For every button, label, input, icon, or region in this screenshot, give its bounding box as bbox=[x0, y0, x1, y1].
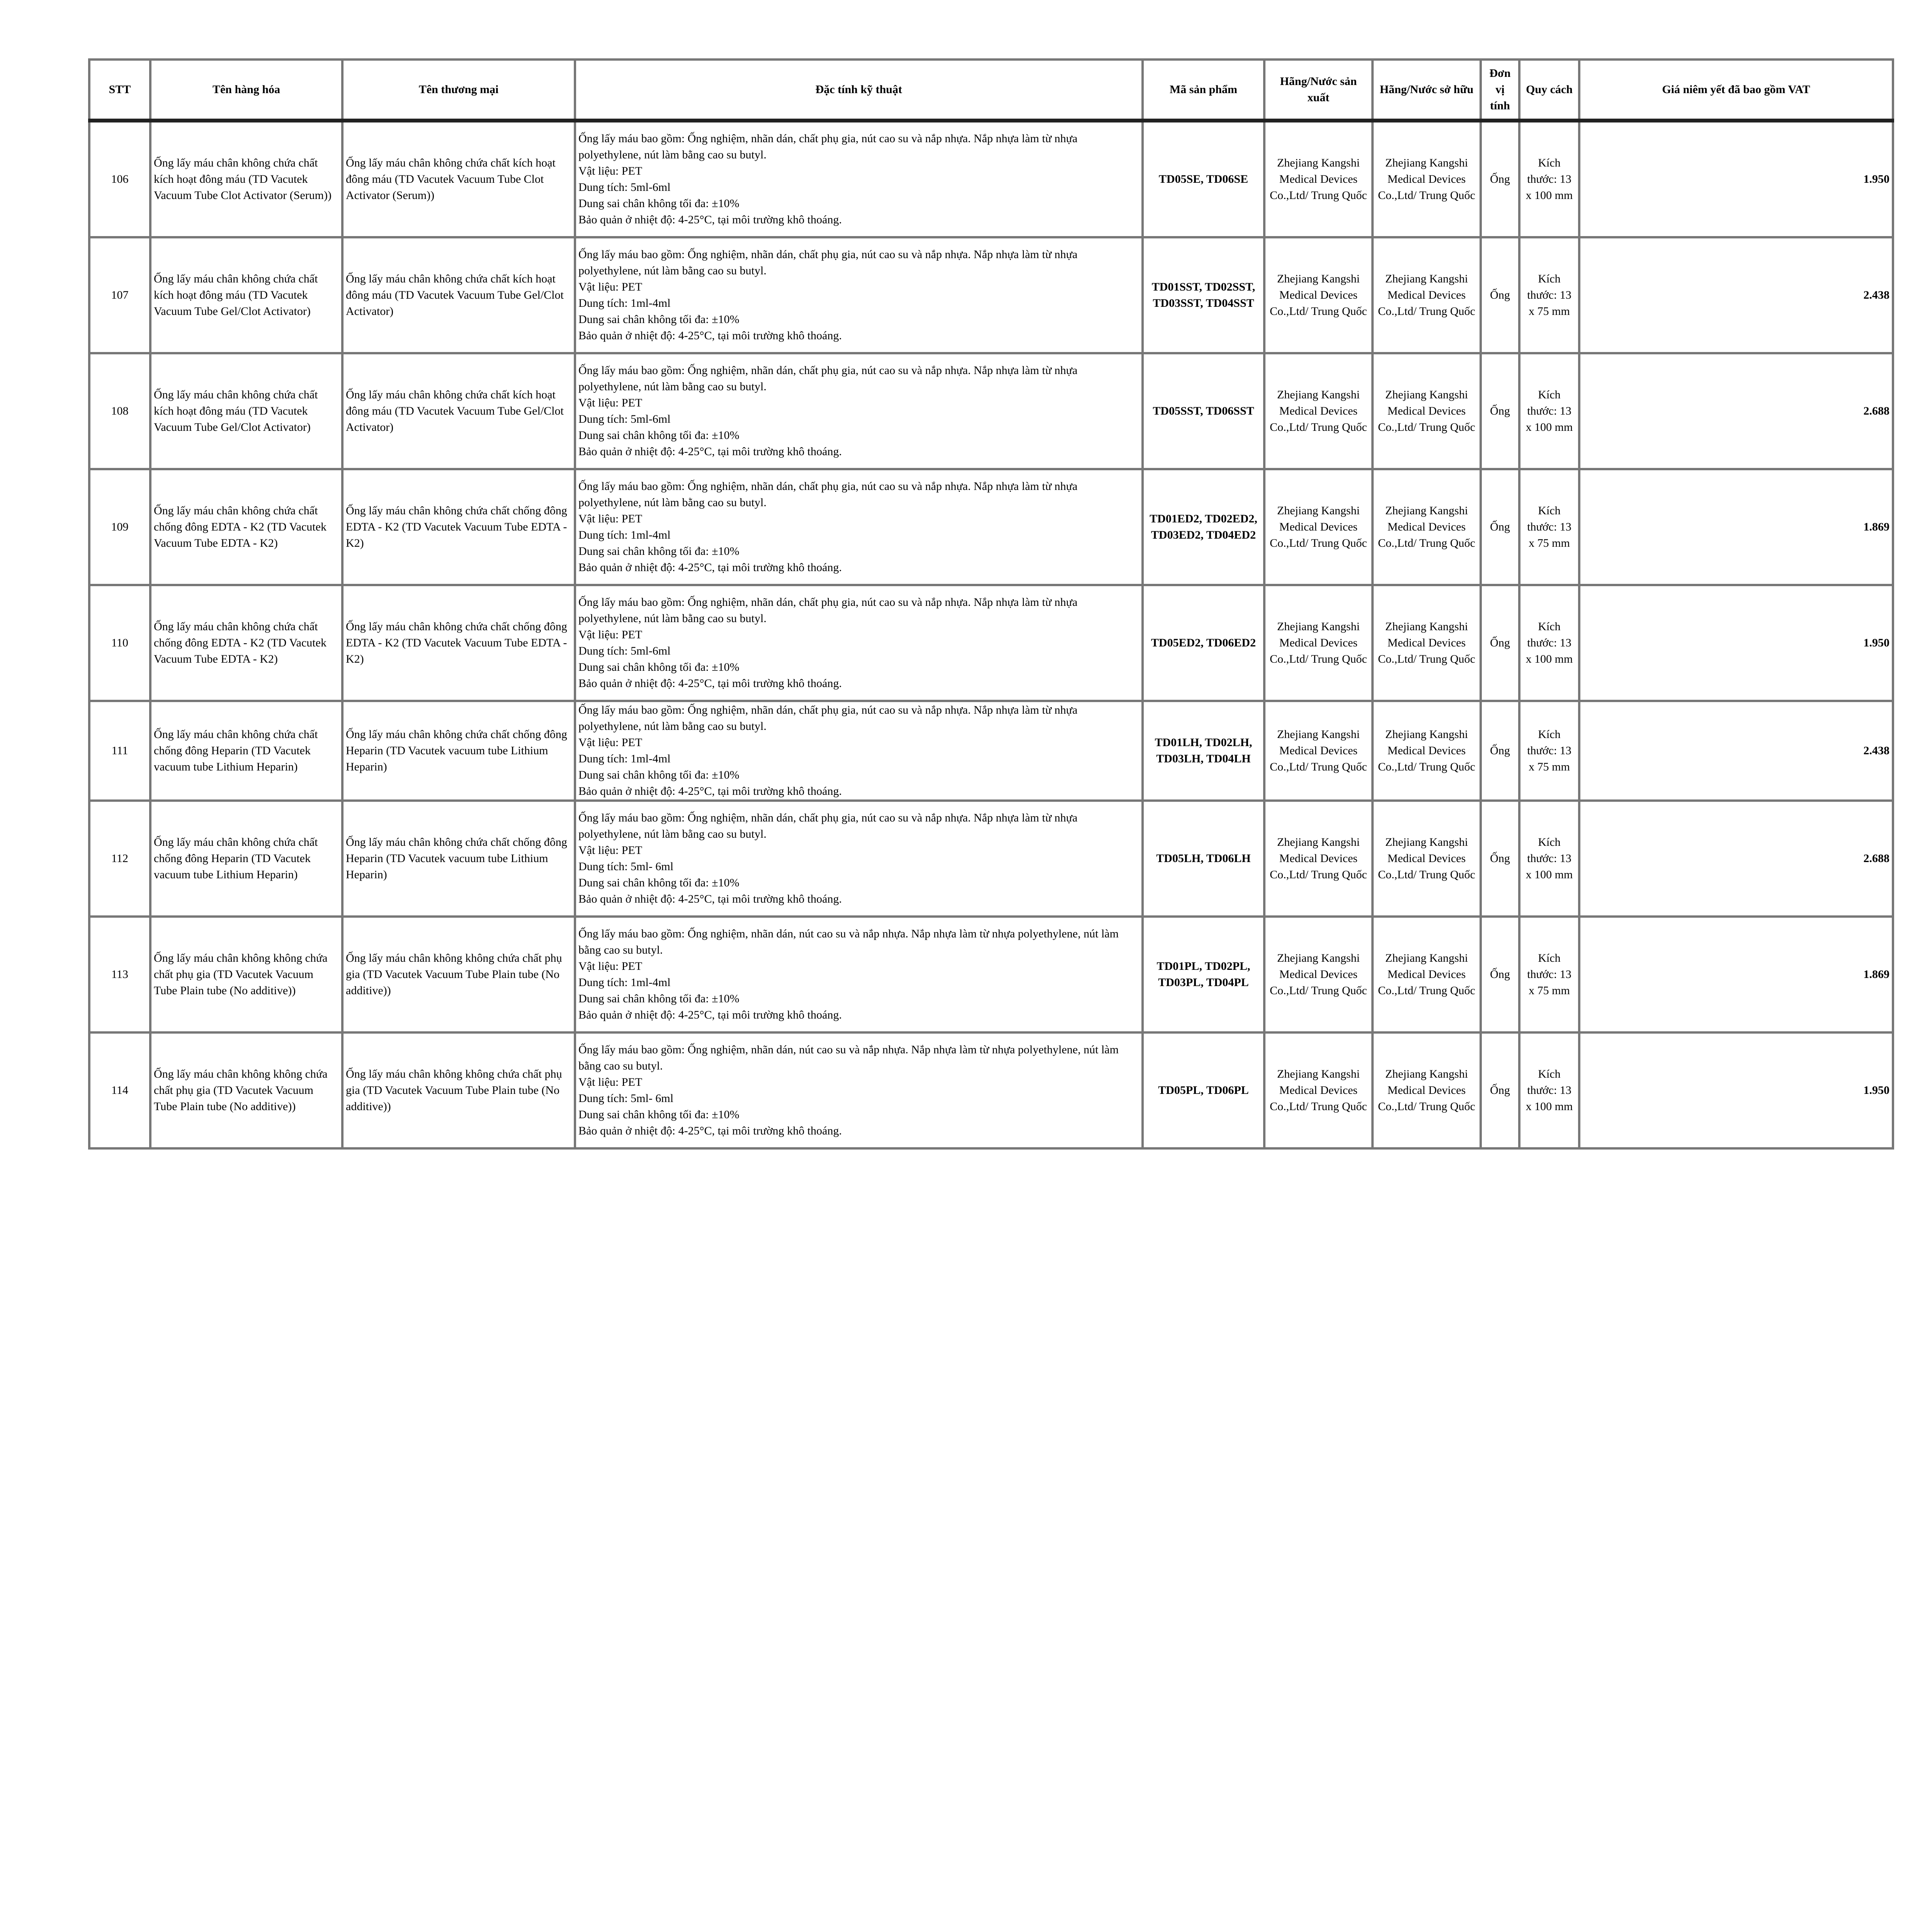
spec-line: Bảo quản ở nhiệt độ: 4-25°C, tại môi trường khô thoáng. bbox=[578, 329, 842, 342]
cell-product-name: Ống lấy máu chân không chứa chất kích hoạt đông máu (TD Vacutek Vacuum Tube Gel/Clot Activator) bbox=[150, 237, 342, 353]
cell-manufacturer: Zhejiang Kangshi Medical Devices Co.,Ltd/ Trung Quốc bbox=[1264, 237, 1372, 353]
spec-line: Bảo quản ở nhiệt độ: 4-25°C, tại môi trường khô thoáng. bbox=[578, 1009, 842, 1021]
cell-manufacturer: Zhejiang Kangshi Medical Devices Co.,Ltd/ Trung Quốc bbox=[1264, 801, 1372, 917]
cell-manufacturer: Zhejiang Kangshi Medical Devices Co.,Ltd/ Trung Quốc bbox=[1264, 353, 1372, 469]
table-row bbox=[89, 353, 1893, 469]
cell-product-name: Ống lấy máu chân không chứa chất kích hoạt đông máu (TD Vacutek Vacuum Tube Gel/Clot Activator) bbox=[150, 353, 342, 469]
spec-line: Vật liệu: PET bbox=[578, 736, 642, 749]
price-table bbox=[88, 58, 1894, 1150]
table-row bbox=[89, 801, 1893, 917]
cell-trade-name: Ống lấy máu chân không chứa chất chống đông EDTA - K2 (TD Vacutek Vacuum Tube EDTA - K2) bbox=[342, 469, 575, 585]
spec-line: Dung tích: 5ml- 6ml bbox=[578, 860, 673, 873]
cell-spec bbox=[575, 801, 1143, 917]
cell-owner: Zhejiang Kangshi Medical Devices Co.,Ltd/ Trung Quốc bbox=[1372, 237, 1481, 353]
spec-line: Ống lấy máu bao gồm: Ống nghiệm, nhãn dán, chất phụ gia, nút cao su và nắp nhựa. Nắp nhựa làm từ nhựa bbox=[578, 704, 1078, 716]
spec-line: Bảo quản ở nhiệt độ: 4-25°C, tại môi trường khô thoáng. bbox=[578, 1124, 842, 1137]
cell-unit: Ống bbox=[1481, 701, 1519, 801]
table-row bbox=[89, 917, 1893, 1032]
cell-unit: Ống bbox=[1481, 801, 1519, 917]
cell-stt: 106 bbox=[89, 121, 150, 237]
cell-code: TD05LH, TD06LH bbox=[1143, 801, 1264, 917]
header-unit: Đơn vị tính bbox=[1481, 60, 1519, 121]
cell-price: 2.688 bbox=[1579, 353, 1893, 469]
spec-line: Vật liệu: PET bbox=[578, 396, 642, 409]
spec-line: Vật liệu: PET bbox=[578, 165, 642, 177]
cell-packing: Kích thước: 13 x 100 mm bbox=[1519, 1032, 1579, 1148]
cell-code: TD05PL, TD06PL bbox=[1143, 1032, 1264, 1148]
cell-product-name: Ống lấy máu chân không chứa chất chống đông EDTA - K2 (TD Vacutek Vacuum Tube EDTA - K2) bbox=[150, 585, 342, 701]
spec-line: Vật liệu: PET bbox=[578, 628, 642, 641]
spec-line: Dung sai chân không tối đa: ±10% bbox=[578, 661, 740, 673]
cell-unit: Ống bbox=[1481, 469, 1519, 585]
cell-owner: Zhejiang Kangshi Medical Devices Co.,Ltd/ Trung Quốc bbox=[1372, 917, 1481, 1032]
spec-line: Bảo quản ở nhiệt độ: 4-25°C, tại môi trường khô thoáng. bbox=[578, 213, 842, 226]
cell-owner: Zhejiang Kangshi Medical Devices Co.,Ltd/ Trung Quốc bbox=[1372, 801, 1481, 917]
cell-manufacturer: Zhejiang Kangshi Medical Devices Co.,Ltd/ Trung Quốc bbox=[1264, 121, 1372, 237]
spec-line: Dung sai chân không tối đa: ±10% bbox=[578, 876, 740, 889]
cell-price: 1.950 bbox=[1579, 585, 1893, 701]
cell-price: 1.950 bbox=[1579, 121, 1893, 237]
spec-line: Dung sai chân không tối đa: ±10% bbox=[578, 769, 740, 781]
header-price: Giá niêm yết đã bao gồm VAT bbox=[1579, 60, 1893, 121]
cell-stt: 107 bbox=[89, 237, 150, 353]
spec-line: Vật liệu: PET bbox=[578, 512, 642, 525]
spec-line: Dung tích: 5ml- 6ml bbox=[578, 1092, 673, 1105]
spec-line: Vật liệu: PET bbox=[578, 960, 642, 973]
cell-owner: Zhejiang Kangshi Medical Devices Co.,Ltd/ Trung Quốc bbox=[1372, 353, 1481, 469]
cell-packing: Kích thước: 13 x 100 mm bbox=[1519, 353, 1579, 469]
cell-price: 1.950 bbox=[1579, 1032, 1893, 1148]
spec-line: Ống lấy máu bao gồm: Ống nghiệm, nhãn dán, nút cao su và nắp nhựa. Nắp nhựa làm từ nhựa polyethylene, nút làm bbox=[578, 927, 1119, 940]
cell-packing: Kích thước: 13 x 100 mm bbox=[1519, 585, 1579, 701]
table-row bbox=[89, 237, 1893, 353]
cell-stt: 113 bbox=[89, 917, 150, 1032]
spec-line: bằng cao su butyl. bbox=[578, 944, 663, 956]
cell-stt: 109 bbox=[89, 469, 150, 585]
cell-packing: Kích thước: 13 x 100 mm bbox=[1519, 121, 1579, 237]
header-spec: Đặc tính kỹ thuật bbox=[575, 60, 1143, 121]
spec-line: Vật liệu: PET bbox=[578, 281, 642, 293]
table-row bbox=[89, 469, 1893, 585]
cell-trade-name: Ống lấy máu chân không chứa chất kích hoạt đông máu (TD Vacutek Vacuum Tube Gel/Clot Activator) bbox=[342, 237, 575, 353]
cell-price: 2.438 bbox=[1579, 237, 1893, 353]
cell-manufacturer: Zhejiang Kangshi Medical Devices Co.,Ltd/ Trung Quốc bbox=[1264, 469, 1372, 585]
header-stt: STT bbox=[89, 60, 150, 121]
cell-code: TD01ED2, TD02ED2, TD03ED2, TD04ED2 bbox=[1143, 469, 1264, 585]
spec-line: Bảo quản ở nhiệt độ: 4-25°C, tại môi trường khô thoáng. bbox=[578, 445, 842, 458]
cell-unit: Ống bbox=[1481, 1032, 1519, 1148]
cell-owner: Zhejiang Kangshi Medical Devices Co.,Ltd/ Trung Quốc bbox=[1372, 1032, 1481, 1148]
cell-trade-name: Ống lấy máu chân không chứa chất chống đông Heparin (TD Vacutek vacuum tube Lithium Heparin) bbox=[342, 701, 575, 801]
cell-trade-name: Ống lấy máu chân không không chứa chất phụ gia (TD Vacutek Vacuum Tube Plain tube (No additive)) bbox=[342, 917, 575, 1032]
header-code: Mã sản phẩm bbox=[1143, 60, 1264, 121]
spec-line: Ống lấy máu bao gồm: Ống nghiệm, nhãn dán, chất phụ gia, nút cao su và nắp nhựa. Nắp nhựa làm từ nhựa bbox=[578, 596, 1078, 609]
cell-trade-name: Ống lấy máu chân không không chứa chất phụ gia (TD Vacutek Vacuum Tube Plain tube (No additive)) bbox=[342, 1032, 575, 1148]
cell-manufacturer: Zhejiang Kangshi Medical Devices Co.,Ltd/ Trung Quốc bbox=[1264, 1032, 1372, 1148]
table-row bbox=[89, 701, 1893, 801]
cell-price: 1.869 bbox=[1579, 469, 1893, 585]
cell-spec bbox=[575, 237, 1143, 353]
cell-spec bbox=[575, 585, 1143, 701]
cell-product-name: Ống lấy máu chân không không chứa chất phụ gia (TD Vacutek Vacuum Tube Plain tube (No additive)) bbox=[150, 1032, 342, 1148]
spec-line: Dung sai chân không tối đa: ±10% bbox=[578, 197, 740, 210]
spec-line: polyethylene, nút làm bằng cao su butyl. bbox=[578, 496, 767, 509]
cell-unit: Ống bbox=[1481, 237, 1519, 353]
spec-line: Ống lấy máu bao gồm: Ống nghiệm, nhãn dán, chất phụ gia, nút cao su và nắp nhựa. Nắp nhựa làm từ nhựa bbox=[578, 480, 1078, 493]
header-product-name: Tên hàng hóa bbox=[150, 60, 342, 121]
cell-price: 2.688 bbox=[1579, 801, 1893, 917]
cell-packing: Kích thước: 13 x 75 mm bbox=[1519, 469, 1579, 585]
spec-line: Dung sai chân không tối đa: ±10% bbox=[578, 1108, 740, 1121]
cell-product-name: Ống lấy máu chân không chứa chất kích hoạt đông máu (TD Vacutek Vacuum Tube Clot Activator (Serum)) bbox=[150, 121, 342, 237]
cell-unit: Ống bbox=[1481, 353, 1519, 469]
header-owner: Hãng/Nước sở hữu bbox=[1372, 60, 1481, 121]
cell-unit: Ống bbox=[1481, 917, 1519, 1032]
cell-product-name: Ống lấy máu chân không chứa chất chống đông EDTA - K2 (TD Vacutek Vacuum Tube EDTA - K2) bbox=[150, 469, 342, 585]
table-row bbox=[89, 121, 1893, 237]
cell-spec bbox=[575, 701, 1143, 801]
spec-line: Ống lấy máu bao gồm: Ống nghiệm, nhãn dán, nút cao su và nắp nhựa. Nắp nhựa làm từ nhựa polyethylene, nút làm bbox=[578, 1043, 1119, 1056]
cell-owner: Zhejiang Kangshi Medical Devices Co.,Ltd/ Trung Quốc bbox=[1372, 121, 1481, 237]
cell-spec bbox=[575, 121, 1143, 237]
cell-trade-name: Ống lấy máu chân không chứa chất kích hoạt đông máu (TD Vacutek Vacuum Tube Clot Activator (Serum)) bbox=[342, 121, 575, 237]
spec-line: Vật liệu: PET bbox=[578, 844, 642, 857]
cell-spec bbox=[575, 917, 1143, 1032]
cell-owner: Zhejiang Kangshi Medical Devices Co.,Ltd/ Trung Quốc bbox=[1372, 585, 1481, 701]
cell-unit: Ống bbox=[1481, 121, 1519, 237]
spec-line: Vật liệu: PET bbox=[578, 1076, 642, 1088]
spec-line: Dung tích: 5ml-6ml bbox=[578, 413, 671, 425]
spec-line: Ống lấy máu bao gồm: Ống nghiệm, nhãn dán, chất phụ gia, nút cao su và nắp nhựa. Nắp nhựa làm từ nhựa bbox=[578, 811, 1078, 824]
spec-line: Ống lấy máu bao gồm: Ống nghiệm, nhãn dán, chất phụ gia, nút cao su và nắp nhựa. Nắp nhựa làm từ nhựa bbox=[578, 248, 1078, 261]
cell-code: TD05SST, TD06SST bbox=[1143, 353, 1264, 469]
cell-product-name: Ống lấy máu chân không không chứa chất phụ gia (TD Vacutek Vacuum Tube Plain tube (No additive)) bbox=[150, 917, 342, 1032]
header-row bbox=[89, 60, 1893, 121]
spec-line: Bảo quản ở nhiệt độ: 4-25°C, tại môi trường khô thoáng. bbox=[578, 561, 842, 574]
cell-packing: Kích thước: 13 x 75 mm bbox=[1519, 237, 1579, 353]
cell-code: TD01PL, TD02PL, TD03PL, TD04PL bbox=[1143, 917, 1264, 1032]
spec-line: polyethylene, nút làm bằng cao su butyl. bbox=[578, 148, 767, 161]
spec-line: polyethylene, nút làm bằng cao su butyl. bbox=[578, 720, 767, 733]
cell-product-name: Ống lấy máu chân không chứa chất chống đông Heparin (TD Vacutek vacuum tube Lithium Heparin) bbox=[150, 701, 342, 801]
header-packing: Quy cách bbox=[1519, 60, 1579, 121]
cell-manufacturer: Zhejiang Kangshi Medical Devices Co.,Ltd/ Trung Quốc bbox=[1264, 917, 1372, 1032]
spec-line: Dung tích: 1ml-4ml bbox=[578, 976, 671, 989]
cell-trade-name: Ống lấy máu chân không chứa chất kích hoạt đông máu (TD Vacutek Vacuum Tube Gel/Clot Activator) bbox=[342, 353, 575, 469]
cell-code: TD01SST, TD02SST, TD03SST, TD04SST bbox=[1143, 237, 1264, 353]
spec-line: Bảo quản ở nhiệt độ: 4-25°C, tại môi trường khô thoáng. bbox=[578, 785, 842, 798]
spec-line: Dung tích: 5ml-6ml bbox=[578, 645, 671, 657]
header-manufacturer: Hãng/Nước sản xuất bbox=[1264, 60, 1372, 121]
cell-stt: 114 bbox=[89, 1032, 150, 1148]
cell-price: 1.869 bbox=[1579, 917, 1893, 1032]
cell-spec bbox=[575, 469, 1143, 585]
cell-spec bbox=[575, 353, 1143, 469]
cell-trade-name: Ống lấy máu chân không chứa chất chống đông EDTA - K2 (TD Vacutek Vacuum Tube EDTA - K2) bbox=[342, 585, 575, 701]
price-list-sheet bbox=[88, 58, 1892, 1150]
cell-manufacturer: Zhejiang Kangshi Medical Devices Co.,Ltd/ Trung Quốc bbox=[1264, 701, 1372, 801]
header-trade-name: Tên thương mại bbox=[342, 60, 575, 121]
spec-line: polyethylene, nút làm bằng cao su butyl. bbox=[578, 828, 767, 840]
table-row bbox=[89, 585, 1893, 701]
cell-trade-name: Ống lấy máu chân không chứa chất chống đông Heparin (TD Vacutek vacuum tube Lithium Heparin) bbox=[342, 801, 575, 917]
cell-manufacturer: Zhejiang Kangshi Medical Devices Co.,Ltd/ Trung Quốc bbox=[1264, 585, 1372, 701]
spec-line: polyethylene, nút làm bằng cao su butyl. bbox=[578, 264, 767, 277]
cell-code: TD05SE, TD06SE bbox=[1143, 121, 1264, 237]
spec-line: Bảo quản ở nhiệt độ: 4-25°C, tại môi trường khô thoáng. bbox=[578, 893, 842, 905]
spec-line: polyethylene, nút làm bằng cao su butyl. bbox=[578, 380, 767, 393]
cell-owner: Zhejiang Kangshi Medical Devices Co.,Ltd/ Trung Quốc bbox=[1372, 701, 1481, 801]
spec-line: polyethylene, nút làm bằng cao su butyl. bbox=[578, 612, 767, 625]
cell-stt: 110 bbox=[89, 585, 150, 701]
spec-line: Dung tích: 1ml-4ml bbox=[578, 297, 671, 310]
spec-line: Bảo quản ở nhiệt độ: 4-25°C, tại môi trường khô thoáng. bbox=[578, 677, 842, 690]
spec-line: bằng cao su butyl. bbox=[578, 1060, 663, 1072]
cell-code: TD05ED2, TD06ED2 bbox=[1143, 585, 1264, 701]
cell-code: TD01LH, TD02LH, TD03LH, TD04LH bbox=[1143, 701, 1264, 801]
cell-packing: Kích thước: 13 x 100 mm bbox=[1519, 801, 1579, 917]
spec-line: Dung sai chân không tối đa: ±10% bbox=[578, 545, 740, 558]
spec-line: Ống lấy máu bao gồm: Ống nghiệm, nhãn dán, chất phụ gia, nút cao su và nắp nhựa. Nắp nhựa làm từ nhựa bbox=[578, 364, 1078, 377]
cell-spec bbox=[575, 1032, 1143, 1148]
cell-price: 2.438 bbox=[1579, 701, 1893, 801]
spec-line: Ống lấy máu bao gồm: Ống nghiệm, nhãn dán, chất phụ gia, nút cao su và nắp nhựa. Nắp nhựa làm từ nhựa bbox=[578, 132, 1078, 145]
spec-line: Dung sai chân không tối đa: ±10% bbox=[578, 429, 740, 442]
spec-line: Dung tích: 1ml-4ml bbox=[578, 752, 671, 765]
cell-stt: 111 bbox=[89, 701, 150, 801]
cell-stt: 112 bbox=[89, 801, 150, 917]
table-row bbox=[89, 1032, 1893, 1148]
cell-product-name: Ống lấy máu chân không chứa chất chống đông Heparin (TD Vacutek vacuum tube Lithium Heparin) bbox=[150, 801, 342, 917]
spec-line: Dung sai chân không tối đa: ±10% bbox=[578, 313, 740, 326]
cell-stt: 108 bbox=[89, 353, 150, 469]
spec-line: Dung sai chân không tối đa: ±10% bbox=[578, 992, 740, 1005]
cell-packing: Kích thước: 13 x 75 mm bbox=[1519, 917, 1579, 1032]
spec-line: Dung tích: 5ml-6ml bbox=[578, 181, 671, 194]
cell-unit: Ống bbox=[1481, 585, 1519, 701]
cell-packing: Kích thước: 13 x 75 mm bbox=[1519, 701, 1579, 801]
spec-line: Dung tích: 1ml-4ml bbox=[578, 529, 671, 541]
cell-owner: Zhejiang Kangshi Medical Devices Co.,Ltd/ Trung Quốc bbox=[1372, 469, 1481, 585]
